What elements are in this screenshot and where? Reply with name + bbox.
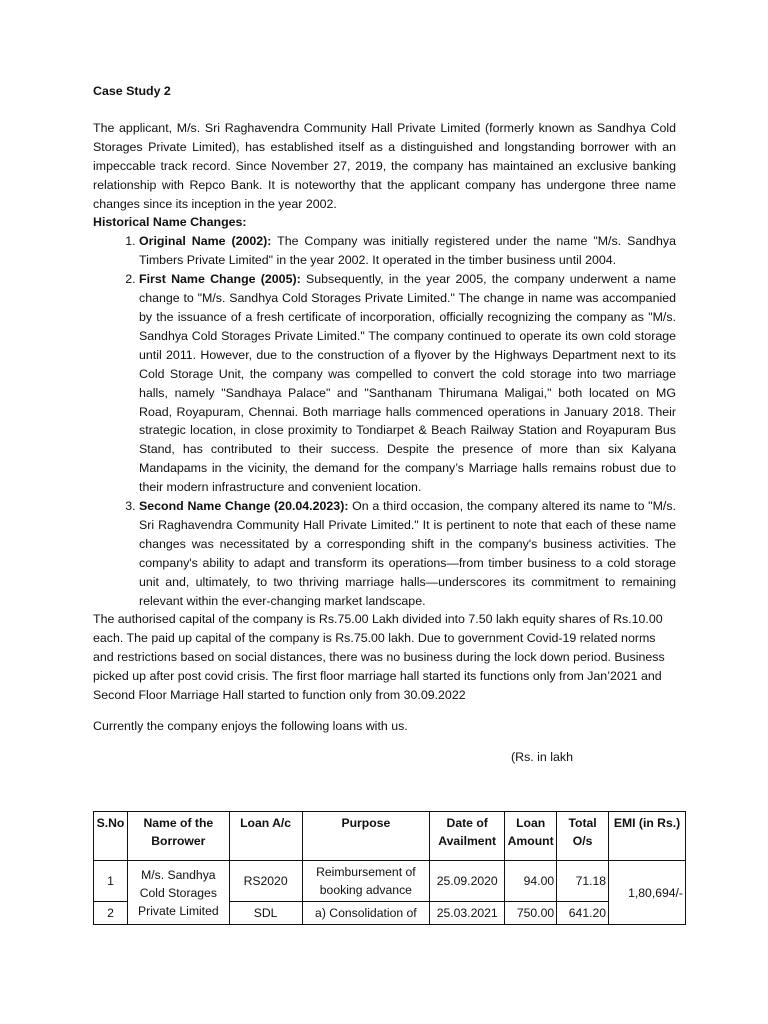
intro-paragraph: The applicant, M/s. Sri Raghavendra Community Hall Private Limited (formerly known as Sandhya Cold Storages Private Limited), has established itself as a distinguished and longstanding borrower with an impeccable track record. Since November 27, 2019, the company has maintained an exclusive banking relationship with Repco Bank. It is noteworthy that the applicant company has undergone three name changes since its inception in the year 2002. xyxy=(93,120,676,211)
cell-purpose: a) Consolidation of xyxy=(302,902,430,925)
col-header-outstanding: Total O/s xyxy=(557,812,609,861)
cell-account: SDL xyxy=(229,902,302,925)
history-text: Subsequently, in the year 2005, the company underwent a name change to "M/s. Sandhya Cold Storages Private Limited." The change in name was accompanied by the issuance of a fresh certificate of incorporation, officially recognizing the company as "M/s. Sandhya Cold Storages Private Limited." The company continued to operate its own cold storage until 2011. However, due to the construction of a flyover by the Highways Department next to its Cold Storage Unit, the company was compelled to convert the cold storage into two marriage halls, namely "Sandhaya Palace" and "Santhanam Thirumana Maligai," both located on MG Road, Royapuram, Chennai. Both marriage halls commenced operations in January 2018. Their strategic location, in close proximity to Tondiarpet & Beach Railway Station and Royapuram Bus Stand, has contributed to their success. Despite the presence of more than six Kalyana Mandapams in the vicinity, the demand for the company’s Marriage halls remains robust due to their modern infrastructure and convenient location. xyxy=(139,272,677,495)
cell-account: RS2020 xyxy=(229,861,302,902)
units-note: (Rs. in lakh xyxy=(511,749,573,764)
loans-table xyxy=(93,811,686,925)
col-header-sno: S.No xyxy=(94,812,128,861)
history-text: The Company was initially registered under the name "M/s. Sandhya Timbers Private Limited" in the year 2002. It operated in the timber business until 2004. xyxy=(139,234,676,268)
capital-paragraph: The authorised capital of the company is Rs.75.00 Lakh divided into 7.50 lakh equity shares of Rs.10.00 each. The paid up capital of the company is Rs.75.00 lakh. Due to government Covid-19 related norms and restrictions based on social distances, there was no business during the lock down period. Business picked up after post covid crisis. The first floor marriage hall started its functions only from Jan’2021 and Second Floor Marriage Hall started to function only from 30.09.2022 xyxy=(93,612,665,703)
history-label: Original Name (2002): xyxy=(139,234,272,249)
history-label: Second Name Change (20.04.2023): xyxy=(139,499,349,514)
document-body xyxy=(93,82,676,779)
cell-date: 25.03.2021 xyxy=(430,902,505,925)
list-item xyxy=(139,270,676,497)
cell-sno: 1 xyxy=(94,861,128,902)
history-list xyxy=(93,232,676,610)
list-item xyxy=(139,232,676,270)
cell-borrower: M/s. Sandhya Cold Storages Private Limited xyxy=(127,861,229,925)
col-header-date: Date of Availment xyxy=(430,812,505,861)
cell-outstanding: 641.20 xyxy=(557,902,609,925)
table-header-row xyxy=(94,812,686,861)
history-heading: Historical Name Changes: xyxy=(93,215,247,230)
history-label: First Name Change (2005): xyxy=(139,272,301,287)
col-header-amount: Loan Amount xyxy=(505,812,557,861)
cell-emi: 1,80,694/- xyxy=(609,861,686,925)
col-header-emi: EMI (in Rs.) xyxy=(609,812,686,861)
col-header-purpose: Purpose xyxy=(302,812,430,861)
table-row xyxy=(94,861,686,902)
col-header-borrower: Name of the Borrower xyxy=(127,812,229,861)
cell-purpose: Reimbursement of booking advance xyxy=(302,861,430,902)
cell-sno: 2 xyxy=(94,902,128,925)
col-header-account: Loan A/c xyxy=(229,812,302,861)
list-item xyxy=(139,497,676,610)
cell-amount: 94.00 xyxy=(505,861,557,902)
loans-intro: Currently the company enjoys the following loans with us. xyxy=(93,719,408,733)
page-title: Case Study 2 xyxy=(93,84,171,98)
cell-date: 25.09.2020 xyxy=(430,861,505,902)
cell-outstanding: 71.18 xyxy=(557,861,609,902)
cell-amount: 750.00 xyxy=(505,902,557,925)
history-text: On a third occasion, the company altered its name to "M/s. Sri Raghavendra Community Hall Private Limited." It is pertinent to note that each of these name changes was necessitated by a corresponding shift in the company's business activities. The company's ability to adapt and transform its operations—from timber business to a cold storage unit and, ultimately, to two thriving marriage halls—underscores its commitment to remaining relevant within the ever-changing market landscape. xyxy=(139,499,676,608)
